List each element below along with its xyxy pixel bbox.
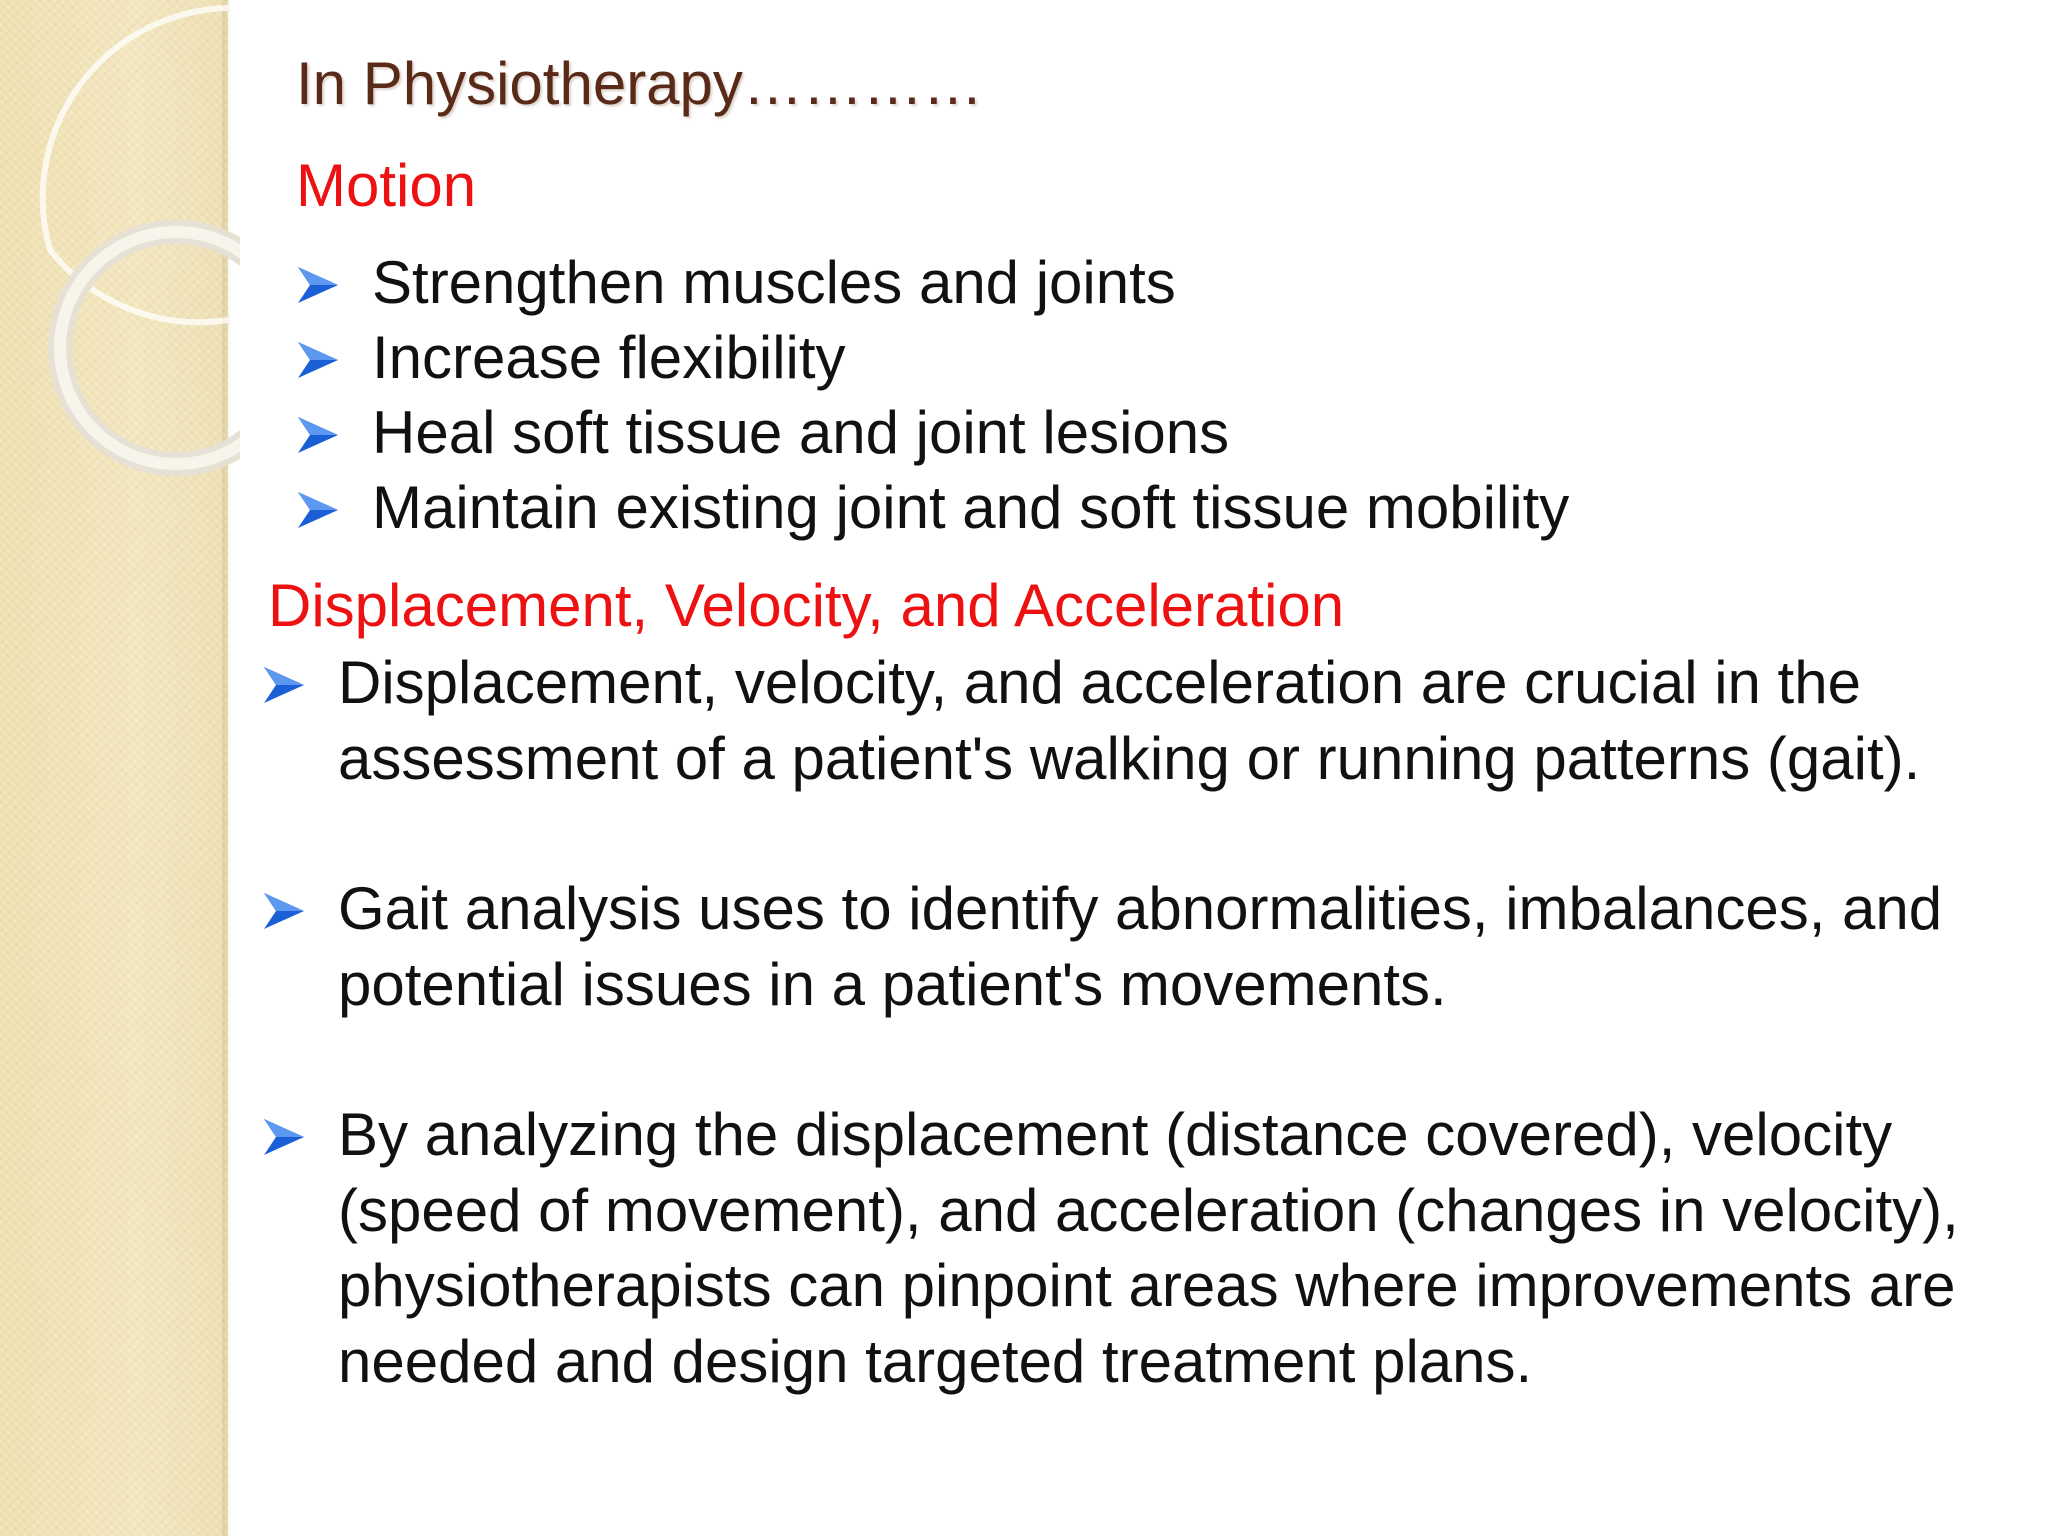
bullet-text: Strengthen muscles and joints [372, 249, 1176, 316]
list-item [296, 470, 1996, 545]
list-item [296, 395, 1996, 470]
arrow-bullet-icon [262, 891, 306, 931]
list-item [262, 1097, 1982, 1399]
list-item [296, 320, 1996, 395]
arrow-bullet-icon [262, 1117, 306, 1157]
dva-bullet-list [262, 645, 1982, 1399]
section-heading-motion: Motion [296, 152, 477, 219]
motion-bullet-list [296, 245, 1996, 545]
list-item [262, 645, 1982, 796]
arrow-bullet-icon [296, 265, 340, 305]
arrow-bullet-icon [296, 415, 340, 455]
bullet-text: Heal soft tissue and joint lesions [372, 399, 1230, 466]
arrow-bullet-icon [262, 665, 306, 705]
arrow-bullet-icon [296, 490, 340, 530]
bullet-text: Gait analysis uses to identify abnormalities, imbalances, and potential issues in a patient's movements. [338, 875, 1943, 1018]
list-item [262, 871, 1982, 1022]
list-item [296, 245, 1996, 320]
bullet-text: By analyzing the displacement (distance covered), velocity (speed of movement), and acceleration (changes in velocity), physiotherapists can pinpoint areas where improvements are needed and design targeted treatment plans. [338, 1101, 1959, 1395]
bullet-text: Maintain existing joint and soft tissue mobility [372, 474, 1570, 541]
arrow-bullet-icon [296, 340, 340, 380]
bullet-text: Increase flexibility [372, 324, 846, 391]
section-heading-displacement-velocity-acceleration: Displacement, Velocity, and Acceleration [268, 572, 1345, 639]
bullet-text: Displacement, velocity, and acceleration are crucial in the assessment of a patient's walking or running patterns (gait). [338, 649, 1921, 792]
slide-title: In Physiotherapy………… [296, 50, 983, 117]
